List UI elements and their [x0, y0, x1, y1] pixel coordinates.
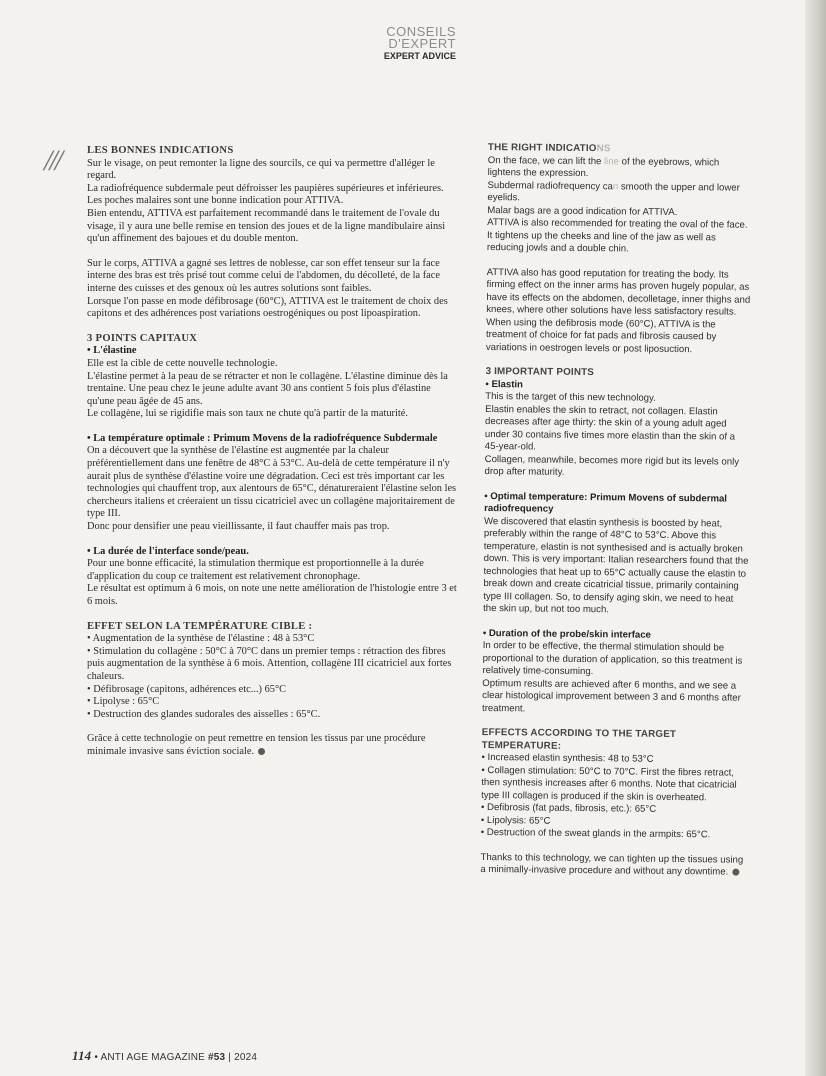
heading-3-points: 3 POINTS CAPITAUX [87, 332, 198, 344]
paragraph: Le collagène, lui se rigidifie mais son taux ne chute qu'à partir de la maturité. [87, 408, 408, 420]
list-item: • Lipolysis: 65°C [480, 814, 551, 827]
page-number: 114 [72, 1048, 92, 1063]
text: On the face, we can lift the [487, 154, 605, 167]
section-title-en: EXPERT ADVICE [383, 51, 456, 61]
paragraph: Optimum results are achieved after 6 months, and we see a clear histological improvement between 3 and 6 months after treatment. [482, 677, 741, 714]
paragraph: ATTIVA also has good reputation for treating the body. Its firming effect on the inner arms has proven hugely popular, as have its effects on the abdomen, decolletage, inner thighs and knees, where other solutions have less satisfactory results. [486, 266, 751, 318]
heading-text: THE RIGHT INDICATIO [487, 142, 597, 155]
list-item: • Défibrosage (capitons, adhérences etc...) 65°C [87, 683, 287, 695]
paragraph: On a découvert que la synthèse de l'élastine est augmentée par la chaleur préférentiellement dans une fenêtre de 48°C à 53°C. Au-delà de cette température il n'y aurait plus de synthèse d'élastine voire une dégradation. Ceci est très important car les technologies qui chauffent trop, aux alentours de 65°C, dénatureraient l'élastine selon les chercheurs italiens et créeraient un tissu cicatriciel avec un collagène majoritairement de type III. [87, 445, 457, 520]
paragraph: Donc pour densifier une peau vieillissante, il faut chauffer mais pas trop. [87, 521, 390, 533]
heading-text-faded: NS [596, 143, 611, 155]
paragraph: Elle est la cible de cette nouvelle technologie. [87, 357, 278, 369]
text: Subdermal radiofrequency ca [487, 179, 613, 192]
paragraph: Malar bags are a good indication for ATTIVA. [487, 204, 678, 218]
list-item: • Augmentation de la synthèse de l'élastine : 48 à 53°C [87, 633, 315, 645]
paragraph: Lorsque l'on passe en mode défibrosage (60°C), ATTIVA est le traitement de choix des capitons et des adhérences post variations oestrogéniques ou post lipoaspiration. [87, 295, 448, 320]
paragraph: Elastin enables the skin to retract, not collagen. Elastin decreases after age thirty: the skin of a young adult aged under 30 contains five times more elastin than the skin of a 45-year-old. [484, 403, 736, 453]
list-item: • Destruction des glandes sudorales des aisselles : 65°C. [87, 708, 321, 720]
list-item: • Lipolyse : 65°C [87, 696, 160, 708]
decorative-slashes-icon: /// [44, 144, 61, 177]
closing-paragraph [87, 733, 457, 758]
paragraph [488, 154, 753, 182]
list-item: • Stimulation du collagène : 50°C à 70°C dans un premier temps : rétraction des fibres puis augmentation de la synthèse à 6 mois. Attention, collagène III cicatriciel aux fortes chaleurs. [87, 645, 452, 682]
french-column [87, 145, 457, 759]
paragraph: ATTIVA is also recommended for treating the oval of the face. It tightens up the cheeks and line of the jaw as well as reducing jowls and a double chin. [486, 216, 748, 255]
page-footer [72, 1048, 257, 1064]
end-mark-icon [258, 748, 265, 755]
subheading-duration: • Duration of the probe/skin interface [482, 627, 651, 641]
section-title-fr-1: CONSEILS [386, 24, 456, 39]
subheading-duree: • La durée de l'interface sonde/peau. [87, 545, 249, 557]
paragraph: La radiofréquence subdermale peut défroisser les paupières supérieures et inférieures. [87, 182, 444, 194]
text: of the eyebrows, which lightens the expression. [487, 155, 720, 180]
paragraph: Le résultat est optimum à 6 mois, on note une nette amélioration de l'histologie entre 3 et 6 mois. [87, 583, 457, 607]
paragraph: This is the target of this new technology. [485, 390, 656, 404]
issue-number: #53 [208, 1052, 226, 1063]
list-item: • Increased elastin synthesis: 48 to 53°C [481, 751, 654, 765]
footer-separator: | [225, 1052, 235, 1063]
paragraph: In order to be effective, the thermal stimulation should be proportional to the duration of application, so this treatment is relatively time-consuming. [482, 639, 743, 678]
heading-3-important-points: 3 IMPORTANT POINTS [485, 365, 595, 379]
text-faded: n [612, 180, 619, 192]
section-header [330, 26, 456, 62]
text: smooth the upper and lower eyelids. [487, 180, 740, 204]
heading-effects-temperature: EFFECTS ACCORDING TO THE TARGET TEMPERATURE: [481, 726, 677, 752]
heading-effet-temperature: EFFET SELON LA TEMPÉRATURE CIBLE : [87, 620, 313, 632]
page-gutter-shadow [805, 0, 826, 1076]
paragraph [487, 179, 752, 207]
subheading-temperature: • La température optimale : Primum Movens de la radiofréquence Subdermale [87, 432, 438, 444]
list-item: • Collagen stimulation: 50°C to 70°C. First the fibres retract, then synthesis increases after 6 months. Note that cicatricial type III collagen is produced if the skin is overheated. [481, 764, 737, 803]
subheading-optimal-temperature: • Optimal temperature: Primum Movens of subdermal radiofrequency [484, 490, 728, 515]
paragraph: When using the defibrosis mode (60°C), ATTIVA is the treatment of choice for fat pads and fibrosis caused by variations in oestrogen levels or post liposuction. [485, 316, 717, 355]
paragraph: Pour une bonne efficacité, la stimulation thermique est proportionnelle à la durée d'application du coup ce traitement est relativement chronophage. [87, 558, 424, 582]
paragraph: Sur le visage, on peut remonter la ligne des sourcils, ce qui va permettre d'alléger le regard. [87, 157, 435, 182]
heading-bonnes-indications: LES BONNES INDICATIONS [87, 145, 234, 156]
closing-text: Thanks to this technology, we can tighten up the tissues using a minimally-invasive procedure and without any downtime. [480, 851, 744, 878]
closing-paragraph [480, 851, 745, 879]
section-title-fr-2: D'EXPERT [388, 36, 456, 51]
subheading-elastine: • L'élastine [87, 345, 137, 357]
english-column [480, 142, 753, 879]
publication-year: 2024 [234, 1052, 258, 1063]
paragraph: Collagen, meanwhile, becomes more rigid but its levels only drop after maturity. [484, 453, 740, 478]
paragraph: Sur le corps, ATTIVA a gagné ses lettres de noblesse, car son effet tenseur sur la face interne des bras est très prisé tout comme celui de l'abdomen, du décolleté, de la face interne des cuisses et des genoux où les autres solutions sont faibles. [87, 257, 440, 294]
paragraph: We discovered that elastin synthesis is boosted by heat, preferably within the range of 48°C to 53°C. Above this temperature, elastin is not synthesised and is actually broken down. This is very important: Italian researchers found that the technologies that heat up to 65°C actually cause the elastin to break down and create cicatricial tissue, primarily containing type III collagen. So, to densify aging skin, we need to heat the skin up, but not too much. [483, 515, 749, 616]
paragraph: Les poches malaires sont une bonne indication pour ATTIVA. [87, 195, 344, 207]
end-mark-icon [732, 869, 739, 876]
paragraph: L'élastine permet à la peau de se rétracter et non le collagène. L'élastine diminue dès la trentaine. Une peau chez le jeune adulte avant 30 ans contient 5 fois plus d'élastine qu'une peau âgée de 45 ans. [87, 370, 448, 407]
list-item: • Destruction of the sweat glands in the armpits: 65°C. [480, 826, 711, 841]
paragraph: Bien entendu, ATTIVA est parfaitement recommandé dans le traitement de l'ovale du visage, il y aura une belle remise en tension des joues et de la ligne mandibulaire ainsi qu'un affinement des bajoues et du double menton. [87, 207, 446, 245]
subheading-elastin: • Elastin [485, 378, 524, 390]
magazine-name: ANTI AGE MAGAZINE [100, 1052, 209, 1063]
text-faded: line [604, 155, 620, 167]
footer-separator: • [91, 1052, 101, 1063]
closing-text: Grâce à cette technologie on peut remettre en tension les tissus par une procédure minimale invasive sans éviction sociale. [87, 733, 426, 757]
list-item: • Defibrosis (fat pads, fibrosis, etc.): 65°C [480, 801, 657, 815]
